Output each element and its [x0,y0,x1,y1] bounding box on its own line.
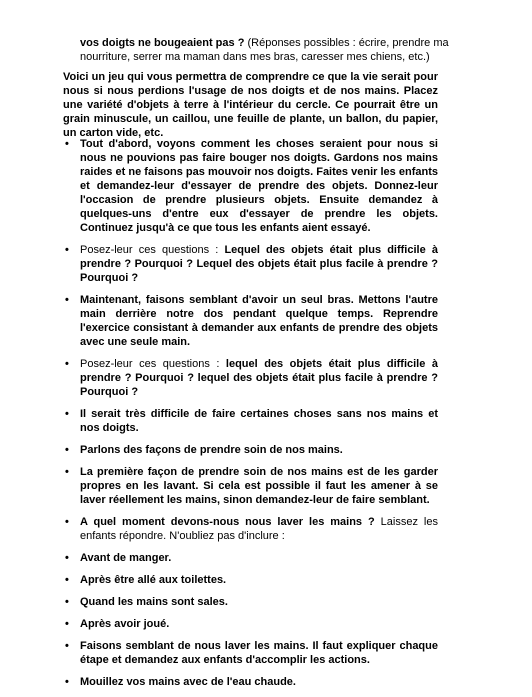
intro-continuation-bold: vos doigts ne bougeaient pas ? [80,37,245,49]
list-item [63,617,438,631]
list-item-tail: Laissez les enfants répondre. N'oubliez pas d'inclure : [80,516,438,542]
list-item-text: Parlons des façons de prendre soin de nos mains. [80,444,343,456]
bullet-icon: • [65,294,69,306]
list-item [63,675,438,689]
intro-continuation-normal: (Réponses possibles : écrire, prendre ma nourriture, serrer ma maman dans mes bras, caresser mes chiens, etc.) [80,37,449,63]
bullet-icon: • [65,676,69,688]
list-item-text: Après être allé aux toilettes. [80,574,227,586]
bullet-icon: • [65,516,69,528]
list-item [63,515,438,543]
list-item-text: A quel moment devons-nous nous laver les mains ? [80,516,375,528]
list-item [63,357,438,399]
list-item [63,243,438,285]
list-item-text: Avant de manger. [80,552,172,564]
list-item-text: Tout d'abord, voyons comment les choses seraient pour nous si nous ne pouvions pas faire bouger nos doigts. Gardons nos mains raides et ne faisons pas mouvoir nos doigts. Faites venir les enfants et demandez-leur d'essayer de prendre des objets. Donnez-leur l'occasion de prendre plusieurs objets. Ensuite demandez à quelques-uns d'entre eux d'essayer de prendre les objets. Continuez jusqu'à ce que tous les enfants aient essayé. [80,138,438,234]
bullet-icon: • [65,552,69,564]
list-item-text: Mouillez vos mains avec de l'eau chaude. [80,676,296,688]
list-item [63,639,438,667]
bullet-icon: • [65,358,69,370]
list-item-text: La première façon de prendre soin de nos mains est de les garder propres en les lavant. Si cela est possible il faut les amener à se laver réellement les mains, sinon demandez-leur de faire semblant. [80,466,438,506]
bullet-icon: • [65,408,69,420]
list-item-lead: Posez-leur ces questions : [80,244,225,256]
list-item-text: Lequel des objets était plus difficile à prendre ? Pourquoi ? Lequel des objets était plus facile à prendre ? Pourquoi ? [80,244,438,284]
list-item-text: Quand les mains sont sales. [80,596,228,608]
bullet-icon: • [65,138,69,150]
intro-paragraph: Voici un jeu qui vous permettra de comprendre ce que la vie serait pour nous si nous perdions l'usage de nos doigts et de nos mains. Placez une variété d'objets à terre à l'intérieur du cercle. Ce pourrait être un grain minuscule, un caillou, une feuille de plante, un ballon, du papier, un carton vide, etc. [63,71,438,139]
list-item [63,573,438,587]
bullet-icon: • [65,618,69,630]
bullet-icon: • [65,466,69,478]
list-item-text: Faisons semblant de nous laver les mains. Il faut expliquer chaque étape et demandez aux enfants d'accomplir les actions. [80,640,438,666]
list-item-text: Après avoir joué. [80,618,170,630]
list-item [63,293,438,349]
list-item-lead: Posez-leur ces questions : [80,358,226,370]
bullet-icon: • [65,574,69,586]
list-item-text: lequel des objets était plus difficile à prendre ? Pourquoi ? lequel des objets était plus facile à prendre ? Pourquoi ? [80,358,438,398]
bullet-icon: • [65,640,69,652]
bullet-icon: • [65,596,69,608]
list-item-text: Il serait très difficile de faire certaines choses sans nos mains et nos doigts. [80,408,438,434]
bullet-icon: • [65,244,69,256]
list-item-text: Maintenant, faisons semblant d'avoir un seul bras. Mettons l'autre main derrière notre dos pendant quelque temps. Reprendre l'exercice consistant à demander aux enfants de prendre des objets avec une seule main. [80,294,438,348]
list-item [63,407,438,435]
list-item [63,595,438,609]
list-item [63,137,438,235]
instruction-list [63,137,438,697]
intro-continuation [80,36,450,64]
list-item [63,551,438,565]
bullet-icon: • [65,444,69,456]
list-item [63,443,438,457]
list-item [63,465,438,507]
